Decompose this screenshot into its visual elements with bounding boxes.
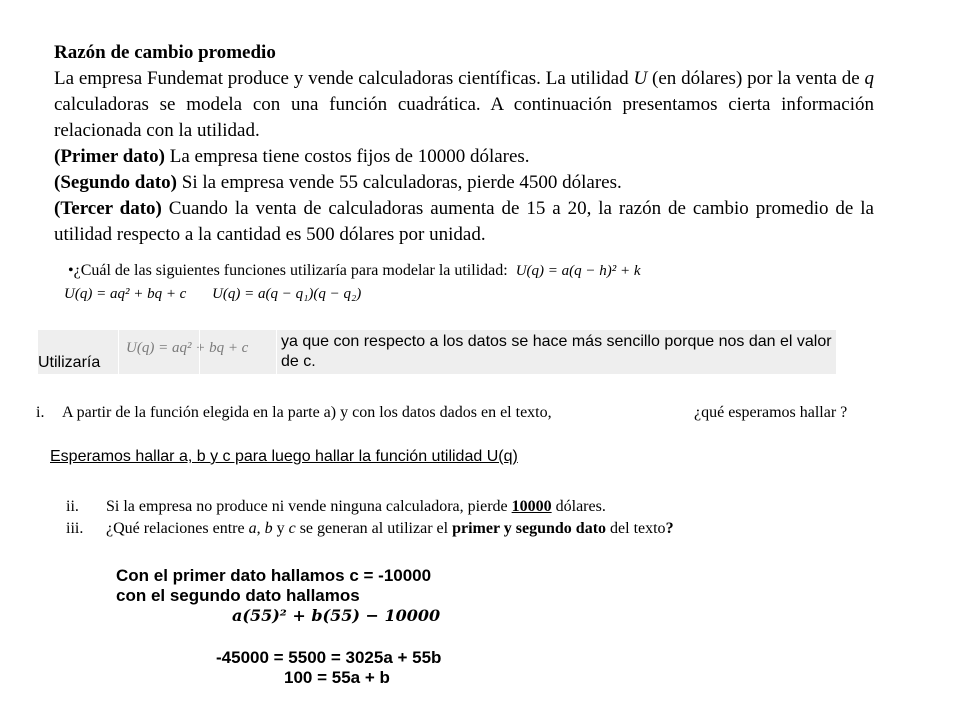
work-line-4: 100 = 55a + b: [284, 668, 390, 687]
question-i-tail: ¿qué esperamos hallar ?: [694, 404, 848, 421]
answer-formula-cell: [119, 330, 200, 374]
answer-label: Utilizaría: [38, 354, 101, 371]
answer-reason-cell: [277, 330, 836, 374]
chosen-formula: U(q) = aq² + bq + c: [126, 340, 249, 356]
second-data: (Segundo dato) Si la empresa vende 55 calculadoras, pierde 4500 dólares.: [54, 172, 622, 193]
answer-formula-cell-2: [200, 330, 277, 374]
question-function-choice: •¿Cuál de las siguientes funciones utilizaría para modelar la utilidad: U(q) = a(q − h)² + k: [68, 262, 641, 279]
question-i: i. A partir de la función elegida en la parte a) y con los datos dados en el texto, ¿qué esperamos hallar ?: [36, 404, 848, 421]
work-line-2: con el segundo dato hallamos: [116, 586, 360, 605]
answer-reason: ya que con respecto a los datos se hace más sencillo porque nos dan el valor de c.: [281, 333, 832, 370]
questions-ii-iii: [66, 496, 674, 540]
third-data: (Tercer dato) Cuando la venta de calculadoras aumenta de 15 a 20, la razón de cambio promedio de la utilidad respecto a la cantidad es 500 dólares por unidad.: [54, 198, 874, 245]
bullet: •: [68, 262, 74, 279]
fixed-cost-value: 10000: [511, 498, 552, 515]
section-title: Razón de cambio promedio: [54, 42, 276, 63]
student-work: [116, 566, 441, 688]
question-ii: ii. Si la empresa no produce ni vende ninguna calculadora, pierde 10000 dólares.: [66, 498, 606, 515]
first-data: (Primer dato) La empresa tiene costos fijos de 10000 dólares.: [54, 146, 530, 167]
formula-options: [64, 286, 383, 303]
formula-standard-form: U(q) = aq² + bq + c: [64, 286, 187, 302]
answer-table: [38, 330, 836, 374]
formula-factored-form: U(q) = a(q − q₁)(q − q₂): [212, 286, 362, 302]
work-line-1: Con el primer dato hallamos c = -10000: [116, 566, 432, 585]
work-line-3: -45000 = 5500 = 3025a + 55b: [216, 648, 442, 667]
answer-label-cell: [38, 330, 249, 374]
problem-statement: [54, 40, 874, 248]
formula-vertex-form: U(q) = a(q − h)² + k: [515, 263, 641, 279]
question-iii: iii. ¿Qué relaciones entre a, b y c se generan al utilizar el primer y segundo dato del texto?: [66, 520, 674, 537]
work-equation: a(55)² + b(55) − 10000: [232, 606, 441, 625]
answer-i: Esperamos hallar a, b y c para luego hallar la función utilidad U(q): [50, 448, 518, 465]
intro-paragraph: La empresa Fundemat produce y vende calculadoras científicas. La utilidad U (en dólares) por la venta de q calculadoras se modela con una función cuadrática. A continuación presentamos cierta información relacionada con la utilidad.: [54, 68, 874, 141]
